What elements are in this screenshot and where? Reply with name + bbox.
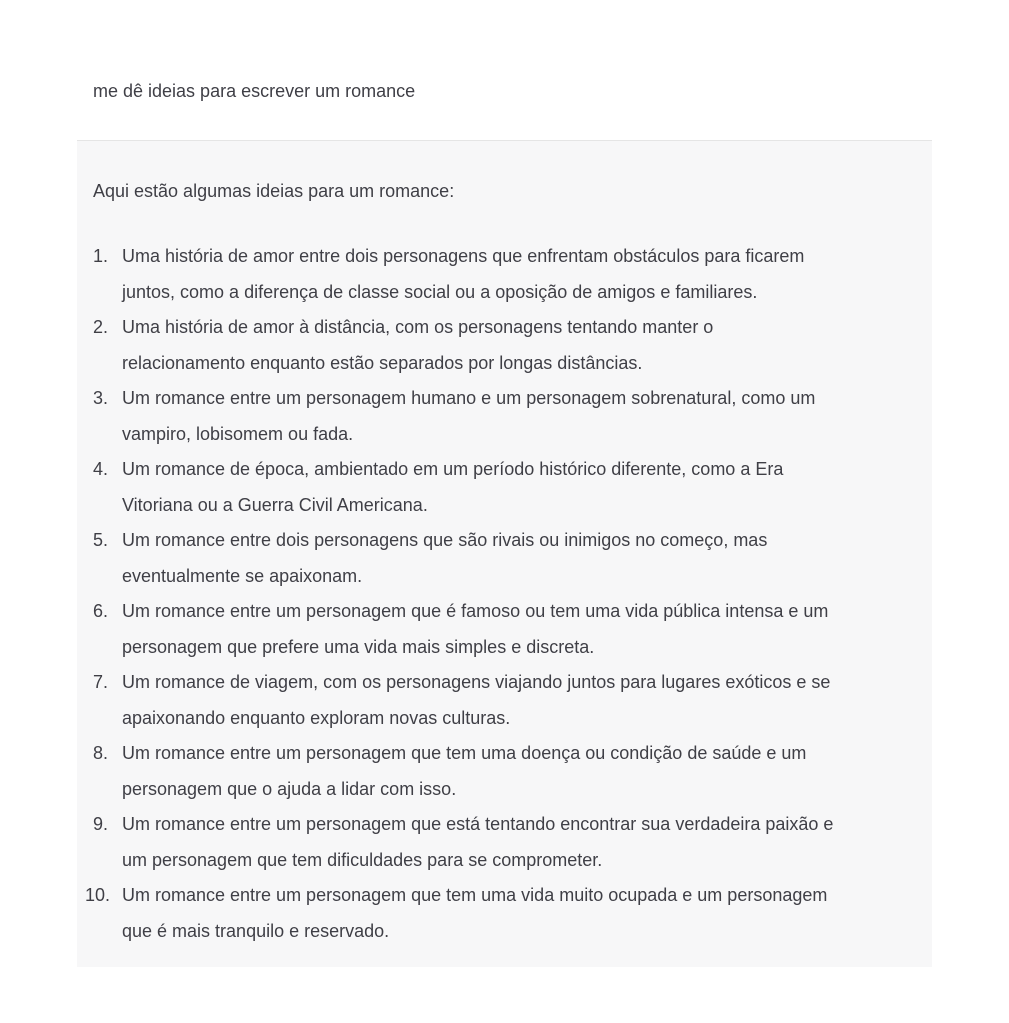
list-item	[93, 381, 923, 452]
list-item-number: 8.	[93, 743, 109, 763]
list-item-number: 7.	[93, 672, 109, 692]
list-item-number: 1.	[93, 246, 109, 266]
list-item-line: Uma história de amor à distância, com os personagens tentando manter o	[122, 317, 714, 337]
list-item-line: Uma história de amor entre dois personagens que enfrentam obstáculos para ficarem	[122, 246, 805, 266]
list-item-line: um personagem que tem dificuldades para se comprometer.	[122, 849, 603, 870]
list-item-line: relacionamento enquanto estão separados por longas distâncias.	[122, 352, 643, 373]
list-item-number: 4.	[93, 459, 109, 479]
list-item	[93, 523, 923, 594]
user-message-row	[77, 60, 932, 141]
list-item-line: apaixonando enquanto exploram novas culturas.	[122, 707, 511, 728]
list-item	[93, 452, 923, 523]
idea-list	[85, 239, 923, 949]
list-item	[93, 807, 923, 878]
list-item-line: eventualmente se apaixonam.	[122, 565, 363, 586]
list-item	[93, 665, 923, 736]
list-item-line: Um romance entre um personagem que tem uma vida muito ocupada e um personagem	[122, 885, 828, 905]
list-item-number: 3.	[93, 388, 109, 408]
list-item-line: juntos, como a diferença de classe social ou a oposição de amigos e familiares.	[122, 281, 758, 302]
list-item	[93, 310, 923, 381]
list-item-number: 6.	[93, 601, 109, 621]
list-item-line: vampiro, lobisomem ou fada.	[122, 423, 354, 444]
assistant-response	[77, 141, 932, 967]
list-item-line: Um romance entre um personagem que está tentando encontrar sua verdadeira paixão e	[122, 814, 834, 834]
list-item-line: Um romance de viagem, com os personagens viajando juntos para lugares exóticos e se	[122, 672, 831, 692]
assistant-intro: Aqui estão algumas ideias para um romance:	[93, 181, 455, 201]
list-item-line: Um romance entre um personagem que é famoso ou tem uma vida pública intensa e um	[122, 601, 829, 621]
list-item	[93, 736, 923, 807]
list-item	[93, 594, 923, 665]
list-item	[93, 239, 923, 310]
list-item-line: que é mais tranquilo e reservado.	[122, 920, 390, 941]
list-item-line: Um romance de época, ambientado em um período histórico diferente, como a Era	[122, 459, 784, 479]
list-item-number: 5.	[93, 530, 109, 550]
list-item	[85, 878, 923, 949]
list-item-line: Um romance entre um personagem que tem uma doença ou condição de saúde e um	[122, 743, 807, 763]
list-item-line: personagem que prefere uma vida mais simples e discreta.	[122, 636, 595, 657]
list-item-number: 9.	[93, 814, 109, 834]
list-item-number: 10.	[85, 885, 111, 905]
list-item-line: personagem que o ajuda a lidar com isso.	[122, 778, 457, 799]
list-item-line: Vitoriana ou a Guerra Civil Americana.	[122, 494, 428, 515]
list-item-number: 2.	[93, 317, 109, 337]
list-item-line: Um romance entre dois personagens que são rivais ou inimigos no começo, mas	[122, 530, 768, 550]
user-message-text: me dê ideias para escrever um romance	[93, 81, 416, 101]
list-item-line: Um romance entre um personagem humano e um personagem sobrenatural, como um	[122, 388, 816, 408]
